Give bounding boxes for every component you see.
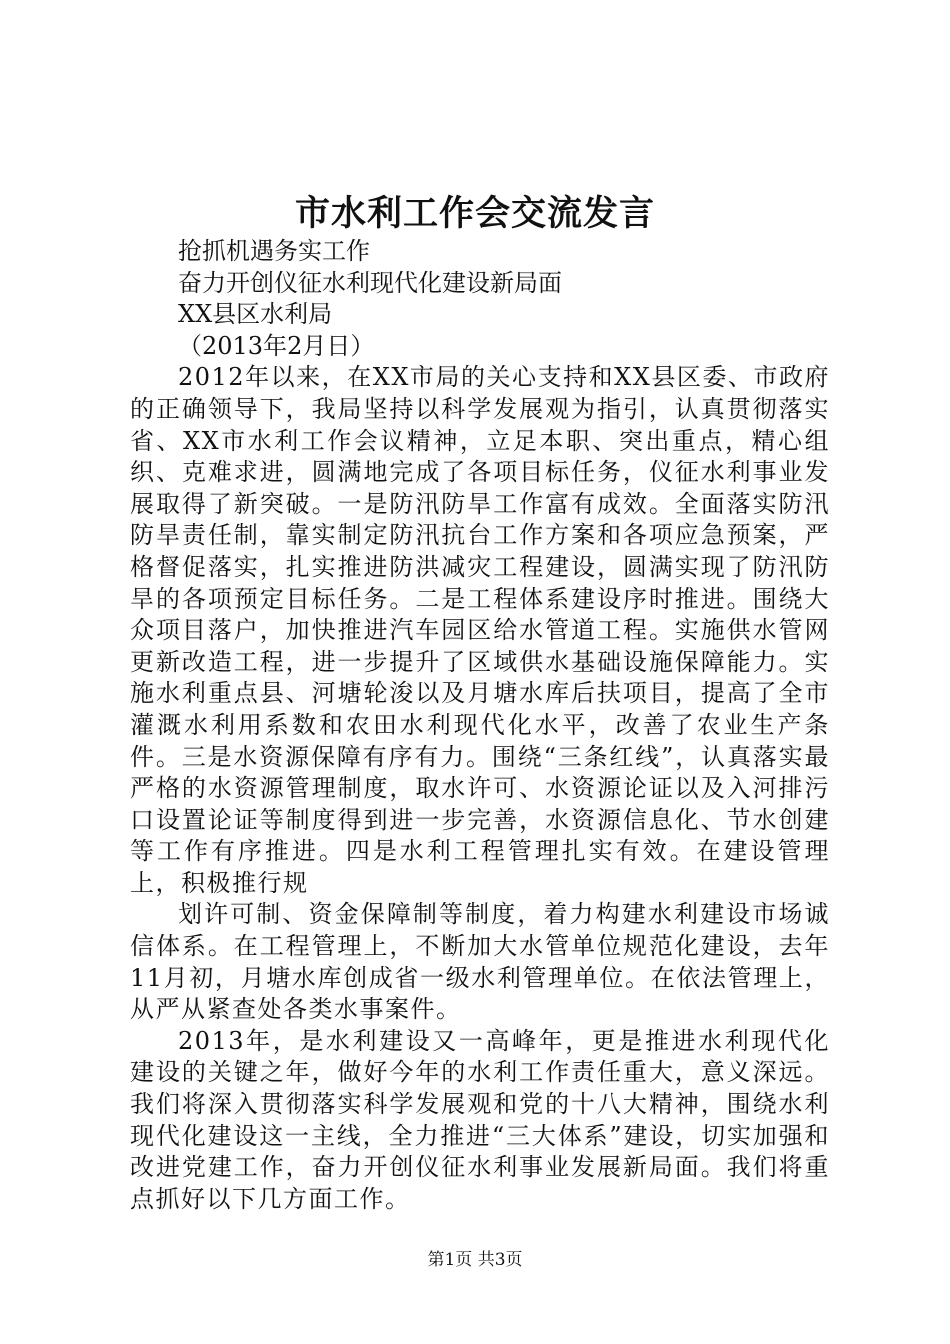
body-paragraph: 划许可制、资金保障制等制度，着力构建水利建设市场诚信体系。在工程管理上，不断加大水管单位规范化建设，去年11月初，月塘水库创成省一级水利管理单位。在依法管理上，从严从紧查处各类水事案件。 (130, 900, 830, 1024)
document-body (130, 236, 830, 1215)
author-line: XX县区水利局 (178, 300, 333, 329)
page-footer: 第1页 共3页 (427, 1250, 523, 1270)
subtitle-line: 抢抓机遇务实工作 (178, 237, 370, 265)
body-paragraph: 2013年，是水利建设又一高峰年，更是推进水利现代化建设的关键之年，做好今年的水利工作责任重大，意义深远。我们将深入贯彻落实科学发展观和党的十八大精神，围绕水利现代化建设这一主线，全力推进“三大体系”建设，切实加强和改进党建工作，奋力开创仪征水利事业发展新局面。我们将重点抓好以下几方面工作。 (130, 1026, 830, 1213)
body-paragraph: 2012年以来，在XX市局的关心支持和XX县区委、市政府的正确领导下，我局坚持以科学发展观为指引，认真贯彻落实省、XX市水利工作会议精神，立足本职、突出重点，精心组织、克难求进，圆满地完成了各项目标任务，仪征水利事业发展取得了新突破。一是防汛防旱工作富有成效。全面落实防汛防旱责任制，靠实制定防汛抗台工作方案和各项应急预案，严格督促落实，扎实推进防洪减灾工程建设，圆满实现了防汛防旱的各项预定目标任务。二是工程体系建设序时推进。围绕大众项目落户，加快推进汽车园区给水管道工程。实施供水管网更新改造工程，进一步提升了区域供水基础设施保障能力。实施水利重点县、河塘轮浚以及月塘水库后扶项目，提高了全市灌溉水利用系数和农田水利现代化水平，改善了农业生产条件。三是水资源保障有序有力。围绕“三条红线”，认真落实最严格的水资源管理制度，取水许可、水资源论证以及入河排污口设置论证等制度得到进一步完善，水资源信息化、节水创建等工作有序推进。四是水利工程管理扎实有效。在建设管理上，积极推行规 (130, 363, 830, 897)
document-title: 市水利工作会交流发言 (294, 193, 655, 234)
date-line: （2013年2月日） (178, 331, 375, 360)
subtitle-line: 奋力开创仪征水利现代化建设新局面 (178, 268, 562, 297)
